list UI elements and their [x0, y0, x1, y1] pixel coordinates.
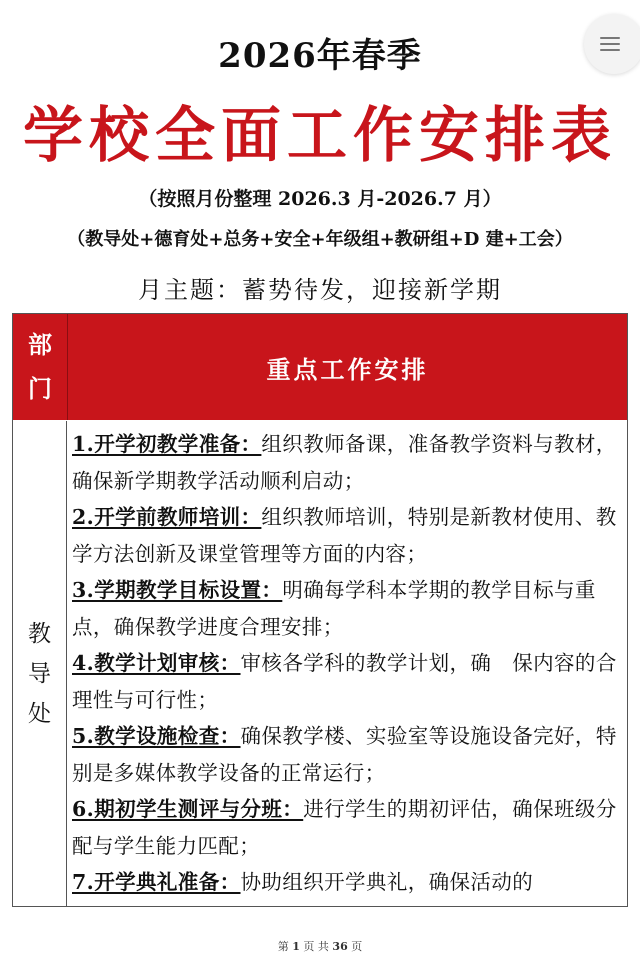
footer-text: 页 [351, 940, 363, 953]
dept-char: 导 [28, 660, 51, 687]
work-item-label: 1.开学初教学准备： [72, 432, 262, 456]
page-footer [0, 938, 640, 954]
work-item-label: 2.开学前教师培训： [72, 505, 262, 529]
work-item [72, 791, 621, 864]
work-schedule-table [12, 313, 628, 907]
work-item [72, 864, 621, 901]
work-item [72, 426, 621, 499]
work-item-text: 确保教学楼、实验室等设施设备完好，特别是多媒体教学设备的正常运行； [72, 724, 617, 785]
work-item-text: 协助组织开学典礼，确保活动的 [240, 870, 534, 894]
header-dept-char: 部 [28, 331, 52, 359]
month-theme: 月主题：蓄势待发，迎接新学期 [138, 276, 502, 304]
work-item-text: 审核各学科的教学计划，确 保内容的合理性与可行性； [72, 651, 617, 712]
work-items-cell [72, 426, 621, 906]
dept-char: 处 [28, 700, 51, 727]
work-item-label: 7.开学典礼准备： [72, 870, 241, 894]
subtitle-period: （按照月份整理 2026.3 月-2026.7 月） [138, 188, 502, 210]
work-item-text: 明确每学科本学期的教学目标与重点，确保教学进度合理安排； [72, 578, 596, 639]
dept-cell-academic-affairs [13, 421, 67, 906]
work-item-text: 进行学生的期初评估，确保班级分配与学生能力匹配； [72, 797, 617, 858]
work-item [72, 499, 621, 572]
header-key-work: 重点工作安排 [266, 355, 429, 384]
work-item [72, 572, 621, 645]
subtitle-departments: （教导处+德育处+总务+安全+年级组+教研组+D 建+工会） [67, 229, 573, 250]
work-item-text: 组织教师备课，准备教学资料与教材，确保新学期教学活动顺利启动； [72, 432, 617, 493]
table-header [13, 314, 627, 420]
header-department [13, 314, 68, 420]
header-dept-char: 门 [28, 375, 52, 403]
main-title: 学校全面工作安排表 [23, 101, 617, 171]
footer-text: 页 共 [303, 940, 329, 953]
year-title: 2026年春季 [218, 36, 422, 76]
work-item-label: 4.教学计划审核： [72, 651, 241, 675]
work-item [72, 718, 621, 791]
current-page-number: 1 [292, 940, 300, 953]
work-item-label: 5.教学设施检查： [72, 724, 241, 748]
work-item-label: 6.期初学生测评与分班： [72, 797, 304, 821]
total-page-count: 36 [332, 940, 348, 953]
footer-text: 第 [277, 940, 289, 953]
work-item [72, 645, 621, 718]
dept-char: 教 [28, 620, 51, 647]
work-item-text: 组织教师培训，特别是新教材使用、教学方法创新及课堂管理等方面的内容； [72, 505, 617, 566]
work-item-label: 3.学期教学目标设置： [72, 578, 283, 602]
